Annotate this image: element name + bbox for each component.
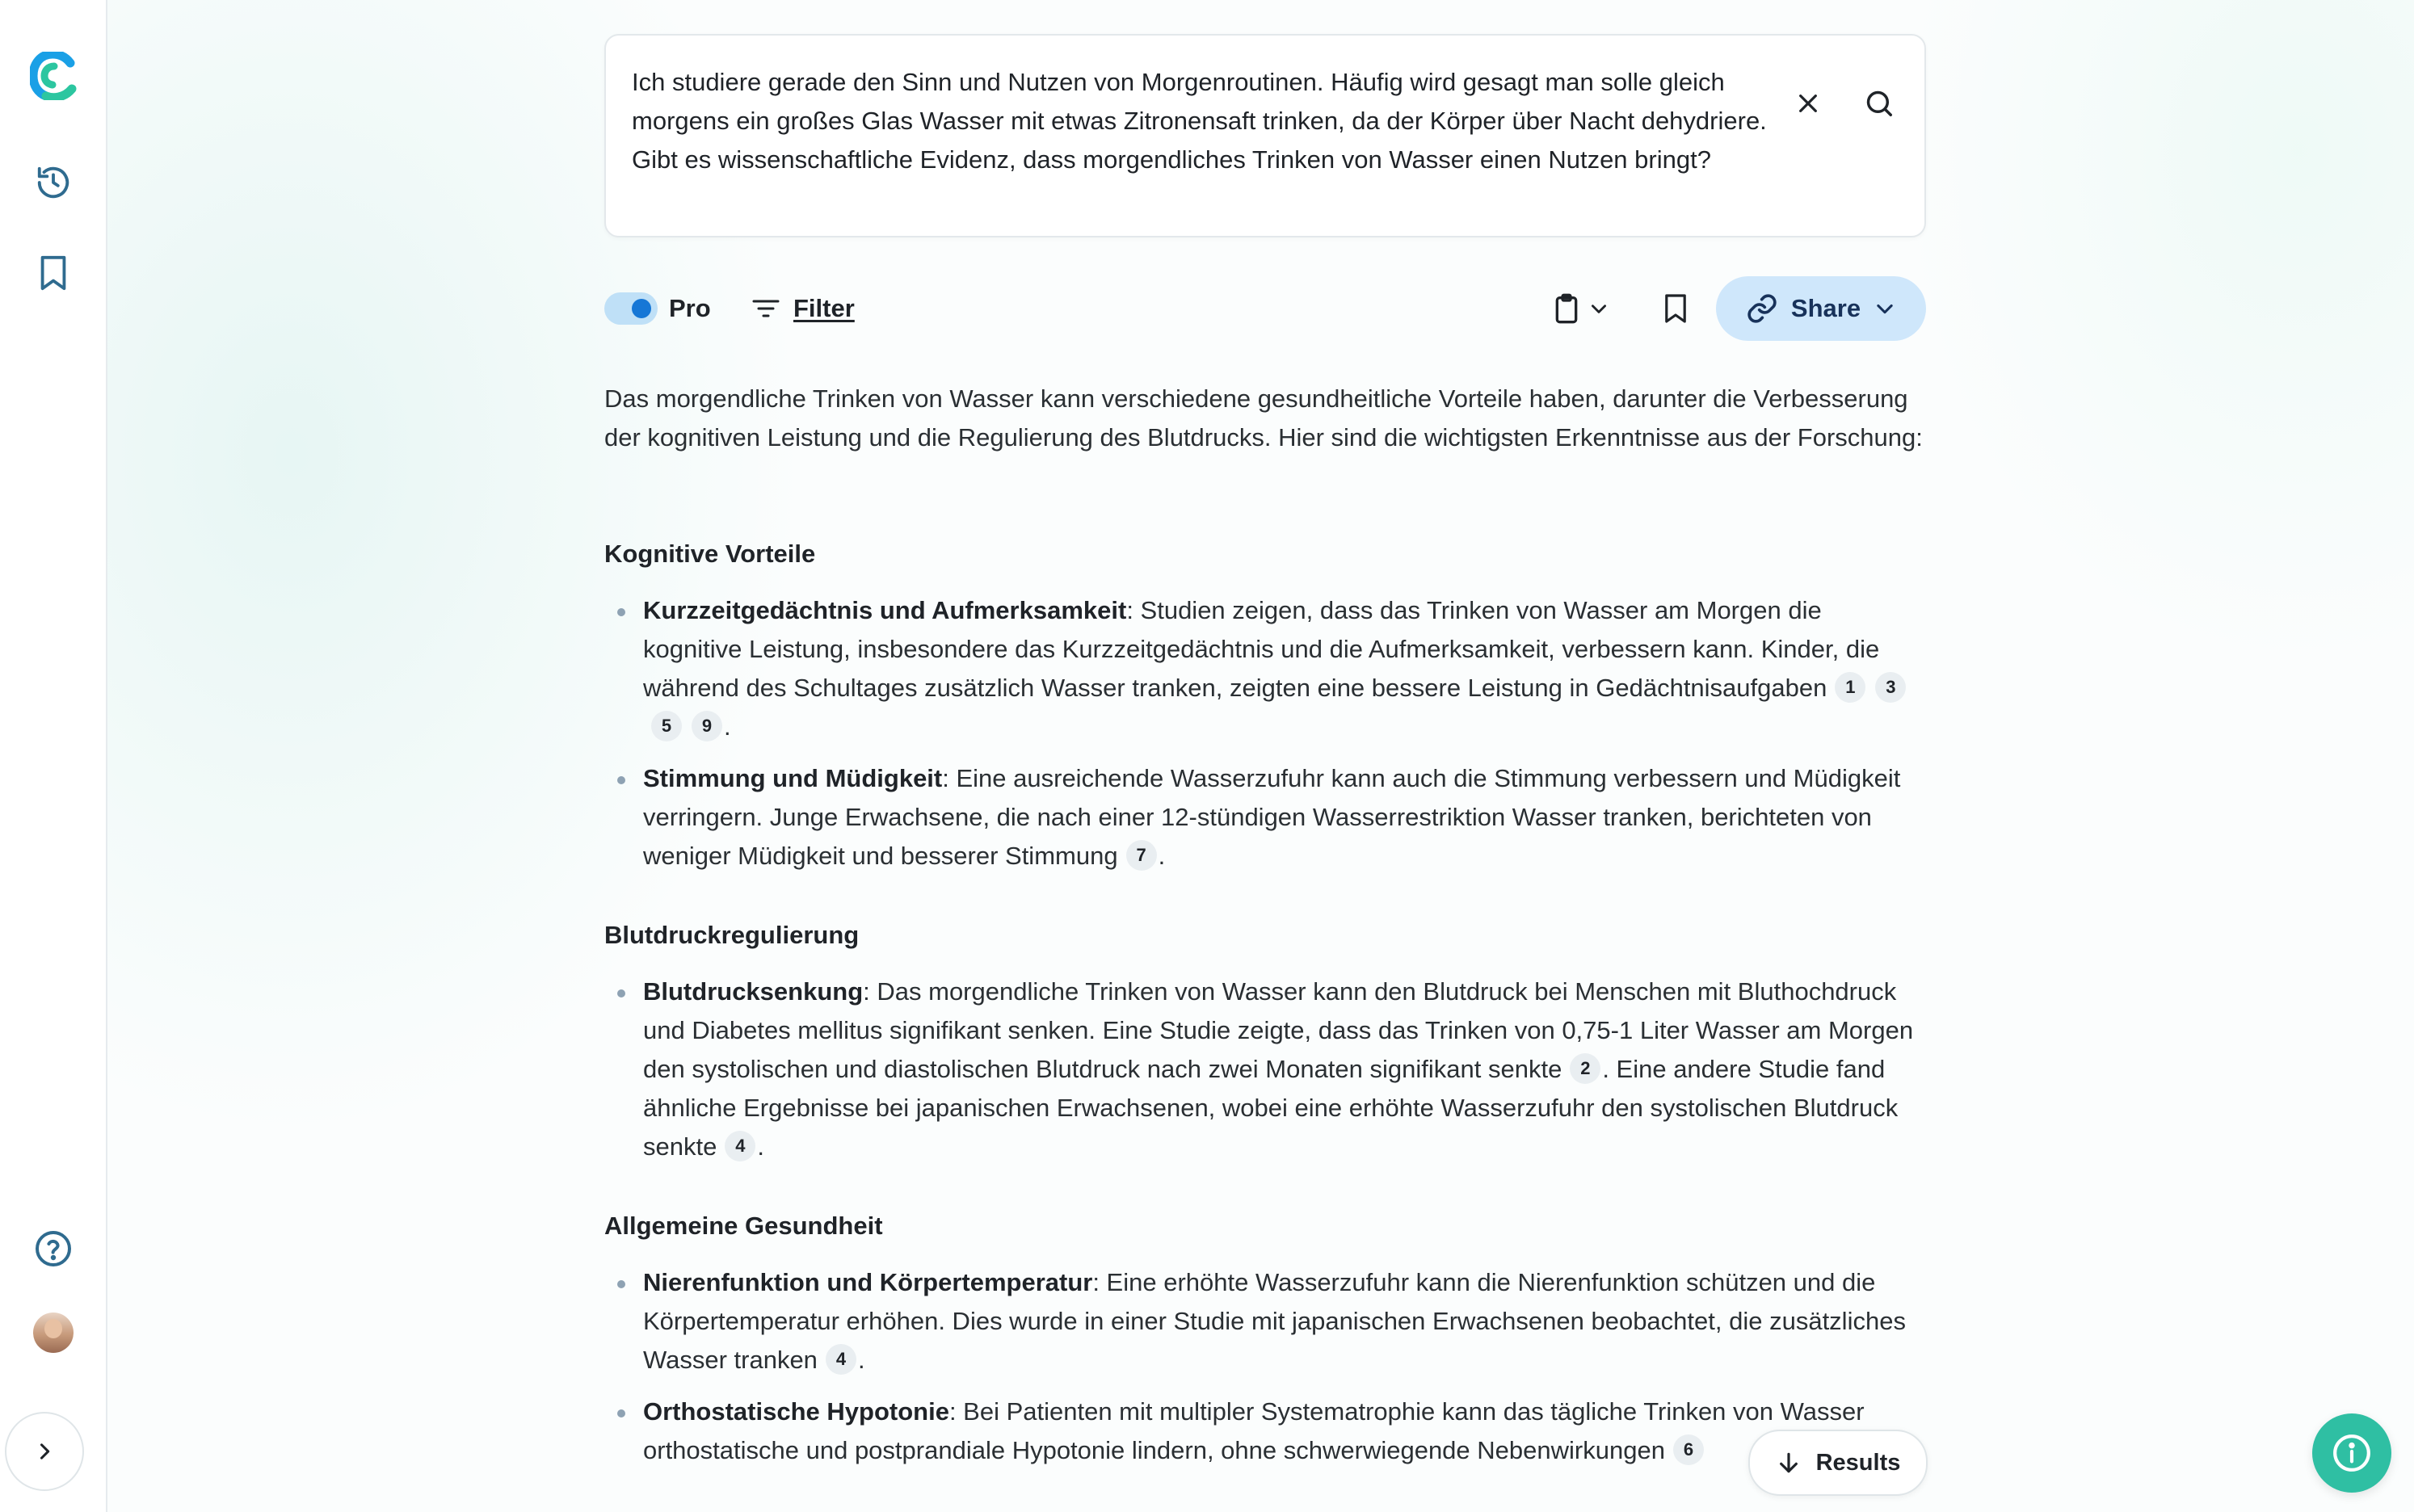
bullet-list <box>604 972 1926 1166</box>
app-logo[interactable] <box>16 39 90 113</box>
info-icon <box>2332 1433 2372 1473</box>
results-button[interactable] <box>1748 1430 1928 1496</box>
sidebar <box>0 0 107 1512</box>
pro-label: Pro <box>669 294 711 322</box>
citation-badge[interactable]: 4 <box>826 1344 856 1375</box>
filter-button[interactable] <box>751 288 855 330</box>
citation-badge[interactable]: 7 <box>1126 840 1157 871</box>
citation-badge[interactable]: 4 <box>725 1131 755 1161</box>
chevron-down-icon <box>1874 297 1896 320</box>
citation-badge[interactable]: 2 <box>1570 1053 1600 1084</box>
answer-toolbar <box>604 276 1926 341</box>
list-item <box>604 972 1926 1166</box>
close-icon <box>1795 90 1821 116</box>
share-button[interactable] <box>1716 276 1926 341</box>
item-text: . Eine andere Studie fand ähnliche Ergebnisse bei japanischen Erwachsenen, wobei eine erhöhte Wasserzufuhr den systolischen Blutdruck senkte <box>643 1055 1899 1161</box>
item-tail: . <box>757 1132 764 1161</box>
item-text: : Eine ausreichende Wasserzufuhr kann auch die Stimmung verbessern und Müdigkeit verringern. Junge Erwachsene, die nach einer 12-stündigen Wasserrestriktion Wasser tranken, berichteten von weniger Müdigkeit und besserer Stimmung <box>643 764 1901 870</box>
item-title: Blutdrucksenkung <box>643 977 864 1006</box>
bookmark-button[interactable] <box>1655 288 1697 330</box>
history-icon[interactable] <box>16 145 90 220</box>
item-tail: . <box>857 1346 865 1374</box>
bookmark-icon <box>1663 292 1689 325</box>
item-tail: . <box>1158 842 1166 870</box>
item-text: : Eine erhöhte Wasserzufuhr kann die Nierenfunktion schützen und die Körpertemperatur erhöhen. Dies wurde in einer Studie mit japanischen Erwachsenen beobachtet, die zusätzliches Wasser tranken <box>643 1268 1906 1374</box>
bullet-list <box>604 591 1926 876</box>
help-icon[interactable] <box>16 1212 90 1286</box>
filter-label: Filter <box>793 294 855 322</box>
citation-badge[interactable]: 6 <box>1673 1434 1704 1465</box>
info-button[interactable] <box>2312 1413 2391 1493</box>
search-button[interactable] <box>1857 81 1902 126</box>
share-label: Share <box>1790 294 1861 322</box>
list-item <box>604 591 1926 746</box>
avatar[interactable] <box>16 1296 90 1370</box>
citation-badge[interactable]: 1 <box>1835 672 1865 703</box>
citation-badge[interactable]: 9 <box>692 711 722 741</box>
item-text: : Bei Patienten mit multipler Systematrophie kann das tägliche Trinken von Wasser orthostatische und postprandiale Hypotonie lindern, ohne schwerwiegende Nebenwirkungen <box>643 1397 1865 1464</box>
list-item <box>604 1263 1926 1380</box>
copy-dropdown-button[interactable] <box>1553 288 1609 330</box>
results-label: Results <box>1815 1449 1901 1476</box>
query-text[interactable]: Ich studiere gerade den Sinn und Nutzen von Morgenroutinen. Häufig wird gesagt man solle gleich morgens ein großes Glas Wasser mit etwas Zitronensaft trinken, da der Körper über Nacht dehydriere. Gibt es wissenschaftliche Evidenz, dass morgendliches Trinken von Wasser einen Nutzen bringt? <box>632 68 1767 174</box>
expand-sidebar-button[interactable] <box>5 1412 84 1491</box>
section-heading: Kognitive Vorteile <box>604 540 816 568</box>
citation-badge[interactable]: 3 <box>1875 672 1906 703</box>
pro-toggle[interactable] <box>604 292 658 325</box>
section-heading: Blutdruckregulierung <box>604 921 860 949</box>
citation-badge[interactable]: 5 <box>651 711 682 741</box>
chevron-down-icon <box>1588 298 1609 319</box>
answer-intro: Das morgendliche Trinken von Wasser kann verschiedene gesundheitliche Vorteile haben, darunter die Verbesserung der kognitiven Leistung und die Regulierung des Blutdrucks. Hier sind die wichtigsten Erkenntnisse aus der Forschung: <box>604 384 1923 452</box>
search-query-box[interactable] <box>604 34 1926 237</box>
section-heading: Allgemeine Gesundheit <box>604 1212 883 1240</box>
bullet-list <box>604 1263 1926 1470</box>
item-title: Stimmung und Müdigkeit <box>643 764 943 792</box>
clipboard-icon <box>1553 292 1580 325</box>
item-text: : Das morgendliche Trinken von Wasser kann den Blutdruck bei Menschen mit Bluthochdruck und Diabetes mellitus signifikant senken. Eine Studie zeigte, dass das Trinken von 0,75-1 Liter Wasser am Morgen den systolischen und diastolischen Blutdruck nach zwei Monaten signifikant senkte <box>643 977 1914 1083</box>
item-text: : Studien zeigen, dass das Trinken von Wasser am Morgen die kognitive Leistung, insbesondere das Kurzzeitgedächtnis und die Aufmerksamkeit, verbessern kann. Kinder, die während des Schultages zusätzlich Wasser tranken, zeigten eine bessere Leistung in Gedächtnisaufgaben <box>643 596 1880 702</box>
list-item <box>604 759 1926 876</box>
list-item <box>604 1392 1926 1470</box>
item-tail: . <box>724 712 731 741</box>
link-icon <box>1746 292 1778 325</box>
item-title: Kurzzeitgedächtnis und Aufmerksamkeit <box>643 596 1127 624</box>
arrow-down-icon <box>1776 1450 1802 1476</box>
item-title: Nierenfunktion und Körpertemperatur <box>643 1268 1093 1296</box>
clear-button[interactable] <box>1785 81 1831 126</box>
item-title: Orthostatische Hypotonie <box>643 1397 949 1426</box>
search-icon <box>1864 88 1895 119</box>
chevron-right-icon <box>33 1440 56 1463</box>
filter-icon <box>751 296 780 321</box>
bookmark-icon[interactable] <box>16 236 90 310</box>
